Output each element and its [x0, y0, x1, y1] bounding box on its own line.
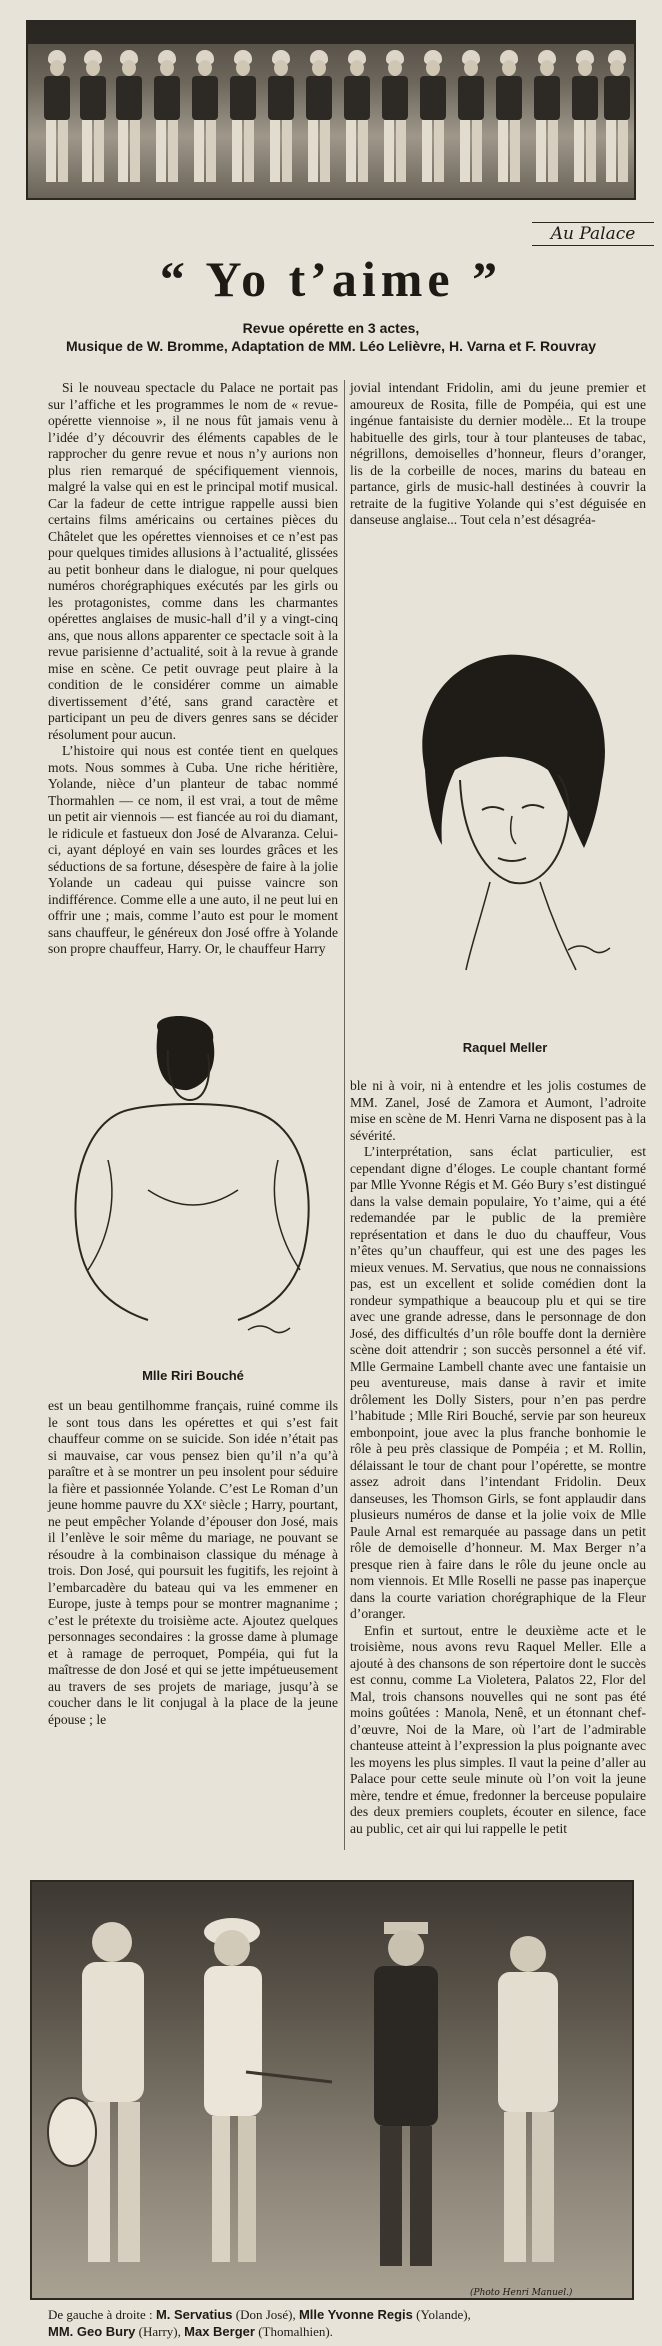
caption-name: MM. Geo Bury	[48, 2324, 136, 2339]
riri-bouche-sketch	[48, 1010, 338, 1340]
caption-name: M. Servatius	[155, 2307, 233, 2322]
caricature-sketch-illustration	[48, 1010, 338, 1340]
column-divider	[344, 380, 345, 1850]
article-paragraph: jovial intendant Fridolin, ami du jeune premier et amoureux de Rosita, fille de Pompéia, qui est une ingénue fantaisiste du dernier modèle... Et la troupe habituelle des girls, tour à tour planteuses de tabac, négrillons, demoiselles d’honneur, fleurs d’oranger, lis de la corbeille de noces, marins du bateau en partance, girls de music-hall destinées à couvrir la retraite de la fugitive Yolande qui s’est déguisée en danseuse anglaise... Tout cela n’est désagréa-	[350, 380, 646, 527]
caption-name: Max Berger	[184, 2324, 255, 2339]
article-subtitle-credits: Musique de W. Bromme, Adaptation de MM. Léo Lelièvre, H. Varna et F. Rouvray	[65, 338, 597, 354]
caption-name: Mlle Yvonne Regis	[298, 2307, 413, 2322]
photo-credit: (Photo Henri Manuel.)	[470, 2288, 573, 2298]
portrait-sketch-illustration	[370, 620, 640, 980]
cast-photo-illustration	[32, 1882, 634, 2300]
raquel-meller-caption: Raquel Meller	[462, 1040, 548, 1055]
article-paragraph: L’histoire qui nous est contée tient en quelques mots. Nous sommes à Cuba. Une riche héritière, Yolande, nièce d’un planteur de tabac nommé Thormahlen — ce nom, il est vrai, a tout de même un petit air viennois — est fiancée au roi du diamant, le ridicule et fastueux don José de Alvaranza. Celui-ci, ayant déployé en vain ses lourdes grâces et les séductions de sa fortune, désespère de faire à la jolie Yolande un cadeau qui puisse vaincre son indifférence. Comme elle a une auto, il ne peut lui en offrir une ; mais, comme l’auto est pour le moment sans chauffeur, le généreux don José offre à Yolande son propre chauffeur, Harry. Or, le chauffeur Harry	[48, 743, 338, 956]
caption-role: (Thomalhien).	[258, 2324, 333, 2339]
article-title: “ Yo t’aime ”	[159, 251, 503, 307]
cast-photo	[30, 1880, 634, 2300]
article-subtitle-genre: Revue opérette en 3 actes,	[242, 320, 420, 336]
cast-photo-caption	[48, 2306, 648, 2340]
article-column-right-top	[350, 380, 646, 529]
riri-bouche-caption: Mlle Riri Bouché	[142, 1368, 244, 1383]
caption-prefix: De gauche à droite :	[48, 2307, 153, 2322]
section-label: Au Palace	[532, 222, 654, 246]
article-paragraph: ble ni à voir, ni à entendre et les jolis costumes de MM. Zanel, José de Zamora et Aumont, l’adroite mise en scène de M. Henri Varna ne disposent pas à la sévérité.	[350, 1078, 646, 1143]
article-column-left-bottom	[48, 1398, 338, 1728]
chorus-girls-photo	[26, 20, 636, 200]
article-column-right-middle	[350, 1078, 646, 1837]
caption-role: (Don José),	[235, 2307, 296, 2322]
article-paragraph: Enfin et surtout, entre le deuxième acte et le troisième, nous avons revu Raquel Meller. Elle a ajouté à des chansons de son répertoire dont le succès est connu, comme La Violetera, Palatos 22, Flor del Mal, trois chansons nouvelles qui ne sont pas été moins goûtées : Manola, Nenê, et un étonnant chef-d’œuvre, Noi de la Mare, où l’art de l’admirable chanteuse atteint à l’expression la plus poignante avec les moyens les plus simples. Il vaut la peine d’aller au Palace pour cette seule minute où l’on voit la jeune mère, tendre et émue, fredonner la berceuse populaire des deux premiers couplets, écouter en silence, face au public, cet air qui lui rappelle le petit	[350, 1622, 646, 1836]
caption-role: (Yolande),	[416, 2307, 471, 2322]
article-column-left-top	[48, 380, 338, 958]
caption-role: (Harry),	[138, 2324, 181, 2339]
article-paragraph: L’interprétation, sans éclat particulier, est cependant digne d’éloges. Le couple chantant formé par Mlle Yvonne Régis et M. Géo Bury s’est distingué dans la valse demain populaire, Yo t’aime, qui a été redemandée par le public de la première représentation et dans le duo du chauffeur, Vous n’êtes qu’un chauffeur, qui est une des pages les mieux venues. M. Servatius, que nous ne connaissions pas, est un excellent et solide comédien dont la rondeur sympathique a beaucoup plu et qui se tire avec une grande adresse, dans le personnage de don José, des difficultés d’un rôle bouffe dont la dernière scène doit attendrir ; son succès personnel a été vif. Mlle Germaine Lambell chante avec une fantaisie un peu aventureuse, mais danse à ravir et imite drôlement les Dolly Sisters, pour n’en pas perdre l’habitude ; Mlle Riri Bouché, servie par son heureux embonpoint, joue avec la plus franche bonhomie le rôle à peu près classique de Pompéia ; et M. Rollin, délaissant le tour de chant pour l’opérette, se montre assez adroit dans l’intendant Fridolin. Deux danseuses, les Thomson Girls, se font applaudir dans plusieurs numéros de danse et la jolie voix de Mlle Paule Arnal est remarquée au passage dans un petit rôle de demoiselle d’honneur. M. Max Berger n’a presque rien à faire dans le rôle du jeune oncle au nom viennois. Et Mlle Roselli ne passe pas inaperçue dans la courte variation chorégraphique de la Fleur d’oranger.	[350, 1144, 647, 1621]
raquel-meller-sketch	[370, 620, 640, 980]
article-paragraph: Si le nouveau spectacle du Palace ne portait pas sur l’affiche et les programmes le nom de « revue-opérette viennoise », il ne nous fût jamais venu à l’idée d’y découvrir des éléments capables de le rapprocher du genre revue et nous n’y aurions non plus rien remarqué de spécifiquement viennois, malgré la valse qui en est le principal motif musical. Car la fadeur de cette intrigue rappelle aussi bien certains films américains ou certaines pièces du Châtelet que les opérettes viennoises et ce n’est pas pour quelques timides allusions à l’actualité, glissées au petit bonheur dans le dialogue, ni pour quelques numéros chorégraphiques exécutés par les girls ou les protagonistes, comme dans les charmantes opérettes anglaises de music-hall d’il y a vingt-cinq ans, que nous allons apparenter ce spectacle soit à la revue parisienne d’actualité, soit à la revue à grande mise en scène. Ce petit ouvrage peut plaire à la condition de le considérer comme un aimable divertissement d’été, sans grand caractère et participant un peu de divers genres sans se décider résolument pour aucun.	[48, 380, 338, 742]
article-paragraph: est un beau gentilhomme français, ruiné comme ils le sont tous dans les opérettes et qui s’est fait chauffeur comme on se suicide. Son idée n’était pas si mauvaise, car vous pensez bien qu’il n’a qu’à paraître et à se montrer un peu insolent pour séduire la fière et passionnée Yolande. C’est Le Roman d’un jeune homme pauvre du XXᵉ siècle ; Harry, pourtant, ne peut empêcher Yolande d’épouser don José, mais il l’enlève le soir même du mariage, ne pouvant se résoudre à la combinaison classique du ménage à trois. Don José, qui poursuit les fugitifs, les rejoint à l’embarcadère du bateau qui va les emmener en Europe, juste à temps pour se montrer magnanime ; c’est le prétexte du troisième acte. Ajoutez quelques personnages secondaires : la grosse dame à plumage et à ramage de perroquet, Pompéia, qui fut la maîtresse de don José et qui se jette impétueusement au travers de ses projets de mariage, jusqu’à se coucher dans le lit conjugal à la place de la jeune épouse ; le	[48, 1398, 338, 1727]
